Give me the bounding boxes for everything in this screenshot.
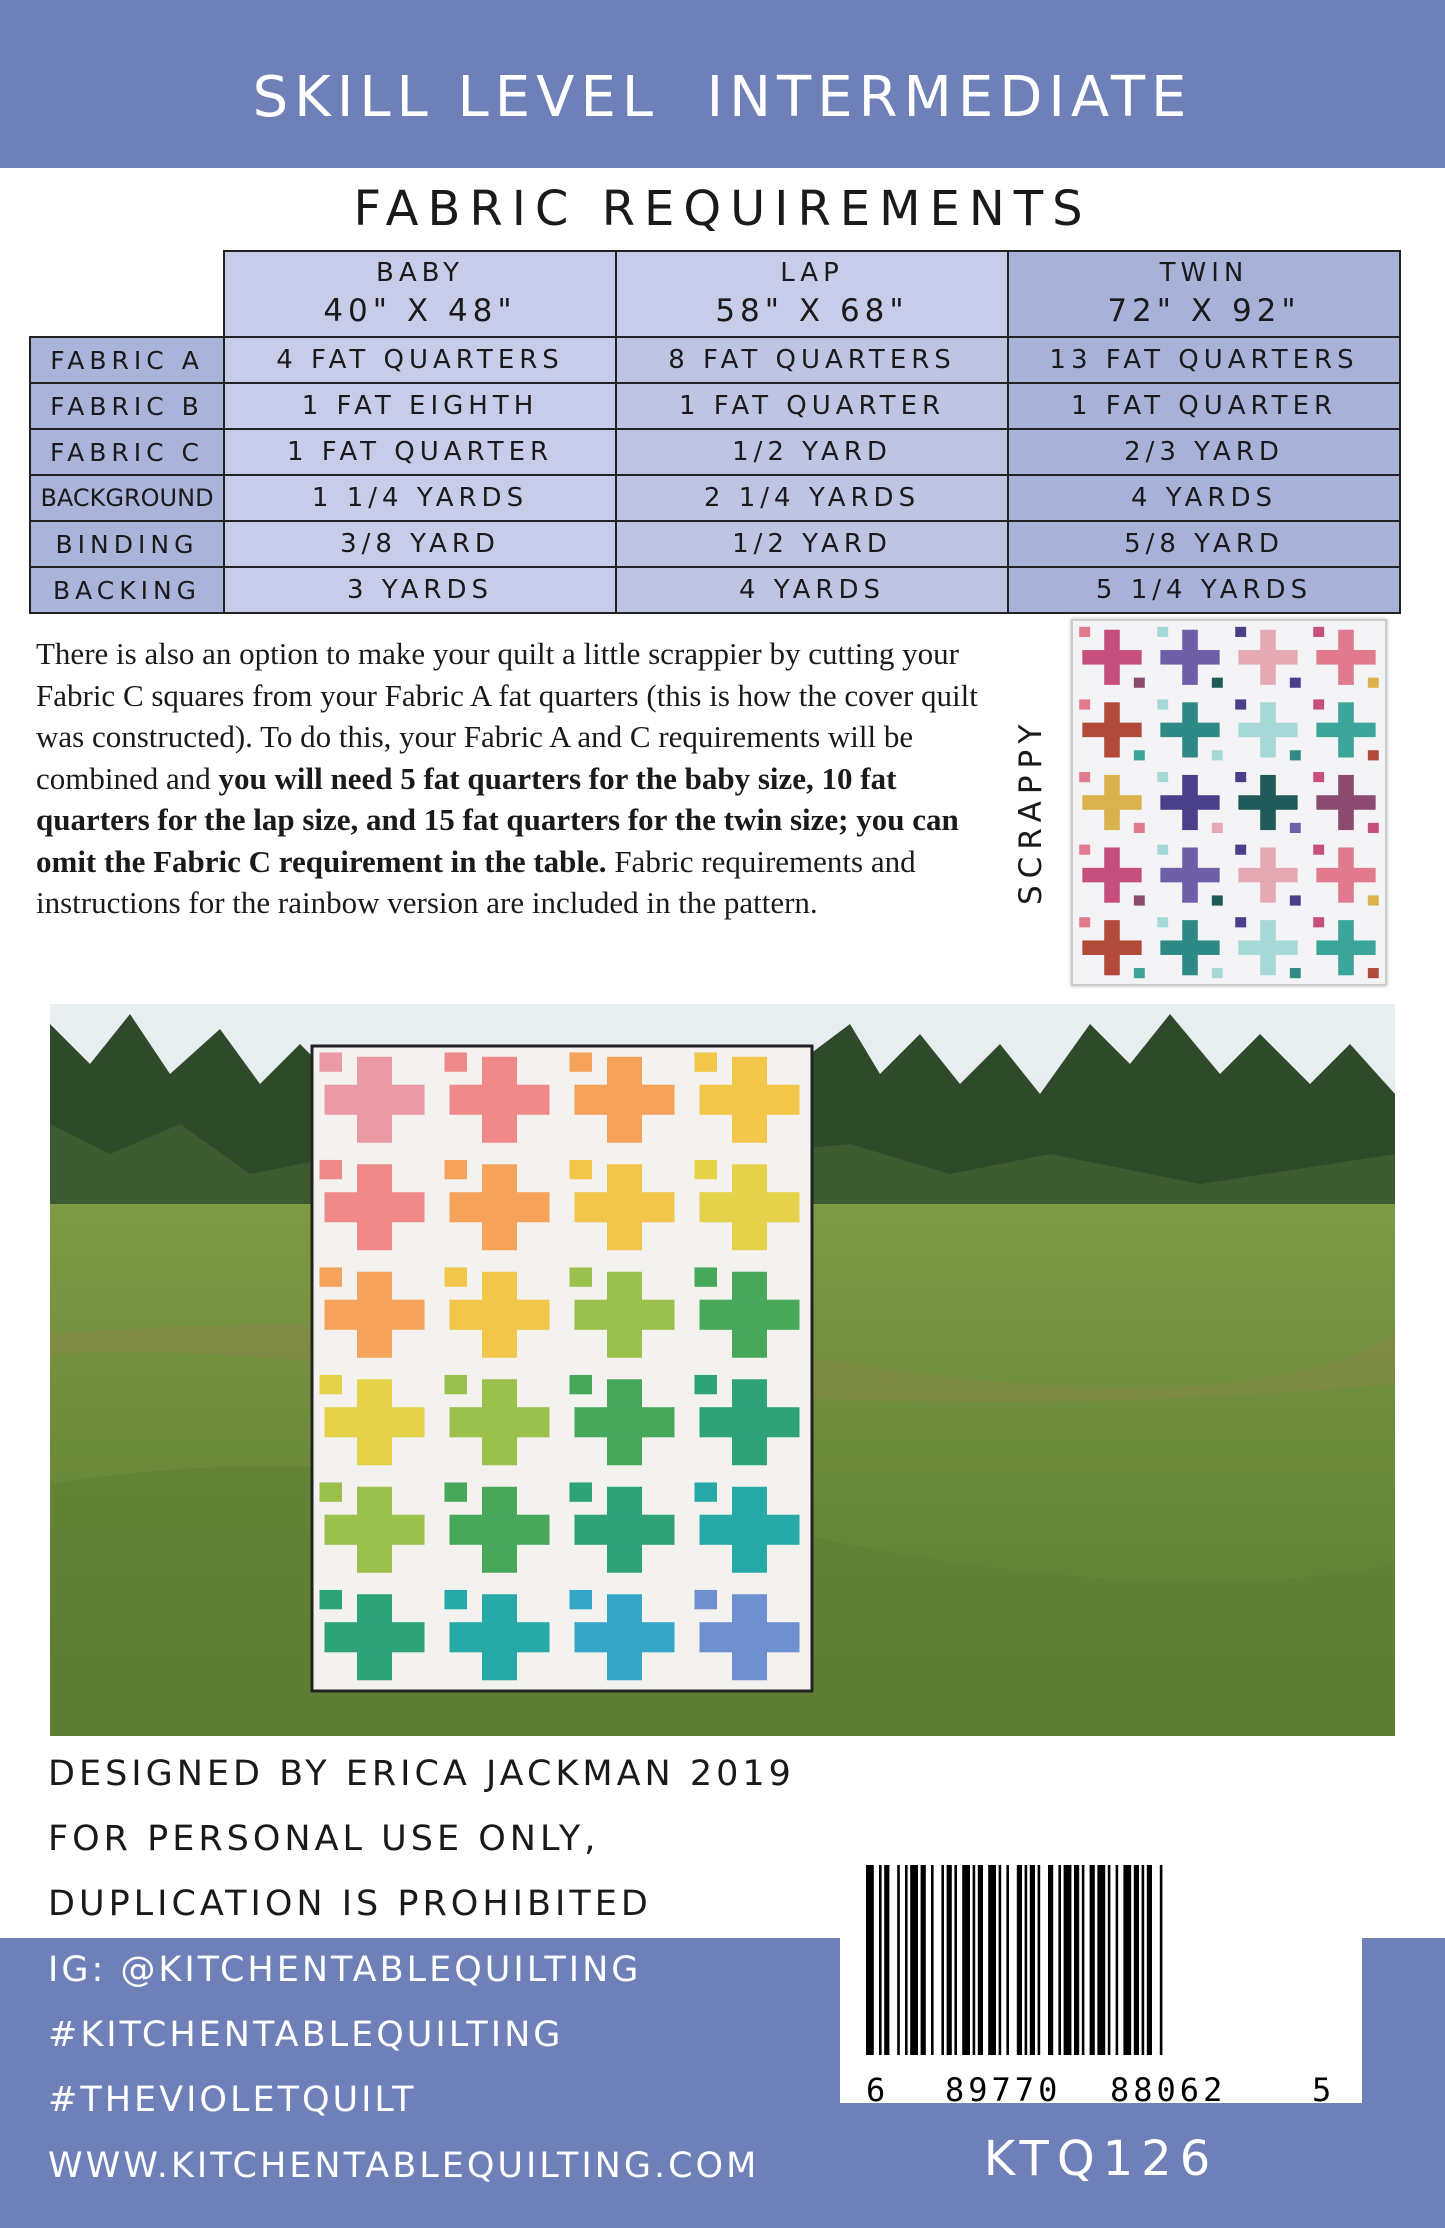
column-size: 58" X 68" [715, 292, 909, 329]
mini-square [1235, 699, 1246, 709]
mini-square [1368, 678, 1379, 688]
mini-cross [1160, 723, 1219, 738]
cell-lap: 8 FAT QUARTERS [616, 337, 1008, 383]
barcode-bar [1074, 1865, 1079, 2055]
cell-baby: 3/8 YARD [224, 521, 616, 567]
barcode-bar [1147, 1865, 1152, 2055]
quilt-square [445, 1482, 468, 1501]
quilt-square [445, 1052, 468, 1071]
row-label: FABRIC B [30, 383, 224, 429]
cell-lap: 1/2 YARD [616, 429, 1008, 475]
cell-twin: 2/3 YARD [1008, 429, 1400, 475]
mini-square [1212, 750, 1223, 760]
barcode-bar [1025, 1865, 1028, 2055]
quilt-square [570, 1267, 593, 1286]
barcode-digits-left: 89770 [945, 2071, 1062, 2109]
instagram-handle: IG: @KITCHENTABLEQUILTING [48, 1950, 642, 1990]
row-label: FABRIC C [30, 429, 224, 475]
mini-square [1157, 627, 1168, 637]
column-header-baby [224, 251, 616, 337]
cell-baby: 1 1/4 YARDS [224, 475, 616, 521]
mini-cross [1238, 723, 1297, 738]
quilt-square [570, 1052, 593, 1071]
mini-square [1235, 772, 1246, 782]
cell-baby: 3 YARDS [224, 567, 616, 613]
quilt-square [695, 1052, 718, 1071]
cell-lap: 2 1/4 YARDS [616, 475, 1008, 521]
column-name: TWIN [1159, 257, 1249, 288]
quilt-square [695, 1375, 718, 1394]
barcode-bar [1038, 1865, 1041, 2055]
mini-cross [1316, 650, 1375, 665]
barcode-bar [1030, 1865, 1035, 2055]
quilt-cross [325, 1085, 425, 1115]
quilt-cross [325, 1192, 425, 1222]
rainbow-quilt [312, 1046, 812, 1691]
table-row [30, 383, 1400, 429]
quilt-square [695, 1482, 718, 1501]
mini-square [1368, 968, 1379, 978]
quilt-square [320, 1482, 343, 1501]
table-header-row [30, 251, 1400, 337]
mini-cross [1082, 723, 1141, 738]
table-row [30, 337, 1400, 383]
product-code: KTQ126 [983, 2131, 1219, 2187]
quilt-cross [325, 1622, 425, 1652]
row-label: BINDING [30, 521, 224, 567]
mini-square [1290, 678, 1301, 688]
cell-lap: 1/2 YARD [616, 521, 1008, 567]
quilt-cross [700, 1085, 800, 1115]
quilt-cross [575, 1085, 675, 1115]
row-label: FABRIC A [30, 337, 224, 383]
barcode-bar [1116, 1865, 1119, 2055]
barcode-bar [910, 1865, 918, 2055]
mini-square [1235, 845, 1246, 855]
designer-credit: DESIGNED BY ERICA JACKMAN 2019 [48, 1754, 795, 1794]
quilt-square [320, 1375, 343, 1394]
scrappy-option-paragraph [36, 633, 1001, 924]
scrappy-quilt-graphic [1073, 621, 1385, 984]
quilt-square [570, 1375, 593, 1394]
mini-square [1368, 823, 1379, 833]
mini-square [1212, 823, 1223, 833]
table-row [30, 475, 1400, 521]
barcode-bar [988, 1865, 996, 2055]
mini-square [1290, 968, 1301, 978]
quilt-cross [575, 1622, 675, 1652]
barcode-digits-right: 88062 [1110, 2071, 1227, 2109]
quilt-cross [325, 1407, 425, 1437]
mini-cross [1082, 795, 1141, 810]
quilt-square [570, 1160, 593, 1179]
website-url: WWW.KITCHENTABLEQUILTING.COM [48, 2146, 760, 2186]
duplication-notice: DUPLICATION IS PROHIBITED [48, 1884, 652, 1924]
mini-square [1235, 627, 1246, 637]
mini-square [1212, 895, 1223, 905]
barcode-bar [931, 1865, 934, 2055]
barcode-bar [1123, 1865, 1131, 2055]
cell-baby: 1 FAT EIGHTH [224, 383, 616, 429]
table-row [30, 567, 1400, 613]
barcode [860, 1865, 1340, 2061]
cell-twin: 4 YARDS [1008, 475, 1400, 521]
quilt-cross [325, 1300, 425, 1330]
quilt-cross [575, 1515, 675, 1545]
scrappy-quilt-image [1071, 619, 1387, 986]
paragraph-text-end: Fabric requirements and instructions for the rainbow version are included in the pattern. [36, 843, 916, 920]
fabric-requirements-table [29, 250, 1401, 614]
quilt-photo-graphic [50, 1004, 1395, 1736]
cell-twin: 13 FAT QUARTERS [1008, 337, 1400, 383]
quilt-cross [700, 1300, 800, 1330]
paragraph-text: There is also an option to make your quilt a little scrappier by cutting your Fabric C squares from your Fabric A fat quarters (this is how the cover quilt was constructed). To do this, your Fabric A and C requirements will be combined and [36, 636, 978, 796]
row-label: BACKING [30, 567, 224, 613]
barcode-bar [962, 1865, 970, 2055]
mini-cross [1082, 940, 1141, 955]
table-row [30, 521, 1400, 567]
barcode-bar [1064, 1865, 1072, 2055]
mini-square [1079, 699, 1090, 709]
mini-square [1079, 917, 1090, 927]
mini-square [1134, 678, 1145, 688]
barcode-bar [1017, 1865, 1022, 2055]
mini-square [1134, 823, 1145, 833]
barcode-bar [1090, 1865, 1095, 2055]
quilt-square [320, 1267, 343, 1286]
quilt-square [695, 1160, 718, 1179]
quilt-cross [450, 1300, 550, 1330]
mini-square [1079, 772, 1090, 782]
cell-lap: 4 YARDS [616, 567, 1008, 613]
mini-square [1079, 627, 1090, 637]
mini-square [1212, 678, 1223, 688]
cell-twin: 5 1/4 YARDS [1008, 567, 1400, 613]
barcode-bar [1058, 1865, 1061, 2055]
column-size: 40" X 48" [323, 292, 517, 329]
barcode-bar [1048, 1865, 1053, 2055]
mini-square [1313, 772, 1324, 782]
mini-square [1157, 917, 1168, 927]
mini-square [1157, 699, 1168, 709]
mini-square [1313, 699, 1324, 709]
quilt-cross [450, 1622, 550, 1652]
table-corner [30, 251, 224, 337]
mini-cross [1238, 940, 1297, 955]
quilt-square [445, 1375, 468, 1394]
quilt-cross [325, 1515, 425, 1545]
barcode-bar [978, 1865, 983, 2055]
barcode-bar [1082, 1865, 1085, 2055]
cell-twin: 1 FAT QUARTER [1008, 383, 1400, 429]
cell-baby: 1 FAT QUARTER [224, 429, 616, 475]
quilt-cross [450, 1407, 550, 1437]
mini-square [1134, 895, 1145, 905]
mini-cross [1316, 868, 1375, 883]
column-size: 72" X 92" [1107, 292, 1301, 329]
skill-level-heading: SKILL LEVEL INTERMEDIATE [252, 65, 1193, 130]
barcode-bar [1108, 1865, 1111, 2055]
hashtag-thevioletquilt: #THEVIOLETQUILT [48, 2080, 417, 2120]
mini-square [1079, 845, 1090, 855]
quilt-square [445, 1267, 468, 1286]
quilt-cross [700, 1622, 800, 1652]
mini-cross [1160, 868, 1219, 883]
barcode-bar [1006, 1865, 1009, 2055]
barcode-bar [941, 1865, 944, 2055]
paragraph-bold-text: you will need 5 fat quarters for the baby size, 10 fat quarters for the lap size, and 15 fat quarters for the twin size; you can omit the Fabric C requirement in the table. [36, 760, 959, 879]
barcode-bar [954, 1865, 957, 2055]
mini-square [1235, 917, 1246, 927]
mini-cross [1082, 868, 1141, 883]
quilt-cross [700, 1192, 800, 1222]
quilt-cross [450, 1085, 550, 1115]
fabric-requirements-title: FABRIC REQUIREMENTS [353, 181, 1092, 237]
mini-square [1313, 845, 1324, 855]
mini-square [1313, 917, 1324, 927]
column-name: LAP [780, 257, 844, 288]
mini-cross [1316, 795, 1375, 810]
mini-square [1313, 627, 1324, 637]
mini-cross [1160, 940, 1219, 955]
table-row [30, 429, 1400, 475]
mini-square [1157, 845, 1168, 855]
mini-square [1157, 772, 1168, 782]
mini-square [1290, 895, 1301, 905]
quilt-square [695, 1267, 718, 1286]
quilt-square [695, 1590, 718, 1609]
mini-cross [1082, 650, 1141, 665]
barcode-bar [897, 1865, 900, 2055]
mini-square [1134, 968, 1145, 978]
mini-cross [1238, 795, 1297, 810]
quilt-cross [575, 1407, 675, 1437]
scrappy-label: SCRAPPY [1013, 717, 1049, 905]
row-label: BACKGROUND [30, 475, 224, 521]
column-name: BABY [376, 257, 464, 288]
cell-twin: 5/8 YARD [1008, 521, 1400, 567]
cell-baby: 4 FAT QUARTERS [224, 337, 616, 383]
quilt-cross [575, 1192, 675, 1222]
quilt-square [570, 1590, 593, 1609]
mini-cross [1238, 650, 1297, 665]
quilt-cross [450, 1515, 550, 1545]
quilt-photo [50, 1004, 1395, 1736]
mini-cross [1160, 795, 1219, 810]
personal-use-notice: FOR PERSONAL USE ONLY, [48, 1819, 600, 1859]
barcode-bar [921, 1865, 926, 2055]
hashtag-kitchentablequilting: #KITCHENTABLEQUILTING [48, 2015, 564, 2055]
column-header-lap [616, 251, 1008, 337]
barcode-digit-check: 5 [1312, 2071, 1332, 2109]
quilt-cross [450, 1192, 550, 1222]
quilt-square [570, 1482, 593, 1501]
mini-square [1134, 750, 1145, 760]
quilt-square [445, 1160, 468, 1179]
mini-cross [1160, 650, 1219, 665]
barcode-bar [884, 1865, 889, 2055]
mini-square [1368, 895, 1379, 905]
mini-square [1290, 823, 1301, 833]
column-header-twin [1008, 251, 1400, 337]
quilt-cross [700, 1515, 800, 1545]
barcode-bar [999, 1865, 1002, 2055]
barcode-bar [947, 1865, 952, 2055]
barcode-digit-lead: 6 [866, 2071, 886, 2109]
quilt-square [320, 1052, 343, 1071]
quilt-cross [700, 1407, 800, 1437]
barcode-bar [905, 1865, 908, 2055]
barcode-bar [1097, 1865, 1105, 2055]
barcode-bar [1142, 1865, 1145, 2055]
cell-lap: 1 FAT QUARTER [616, 383, 1008, 429]
quilt-square [445, 1590, 468, 1609]
mini-cross [1316, 940, 1375, 955]
mini-square [1290, 750, 1301, 760]
quilt-cross [575, 1300, 675, 1330]
mini-cross [1238, 868, 1297, 883]
barcode-bar [1160, 1865, 1163, 2055]
barcode-bar [866, 1865, 874, 2055]
quilt-square [320, 1590, 343, 1609]
mini-square [1368, 750, 1379, 760]
barcode-bar [879, 1865, 882, 2055]
quilt-square [320, 1160, 343, 1179]
mini-square [1212, 968, 1223, 978]
barcode-bar [973, 1865, 976, 2055]
barcode-bar [1134, 1865, 1139, 2055]
mini-cross [1316, 723, 1375, 738]
